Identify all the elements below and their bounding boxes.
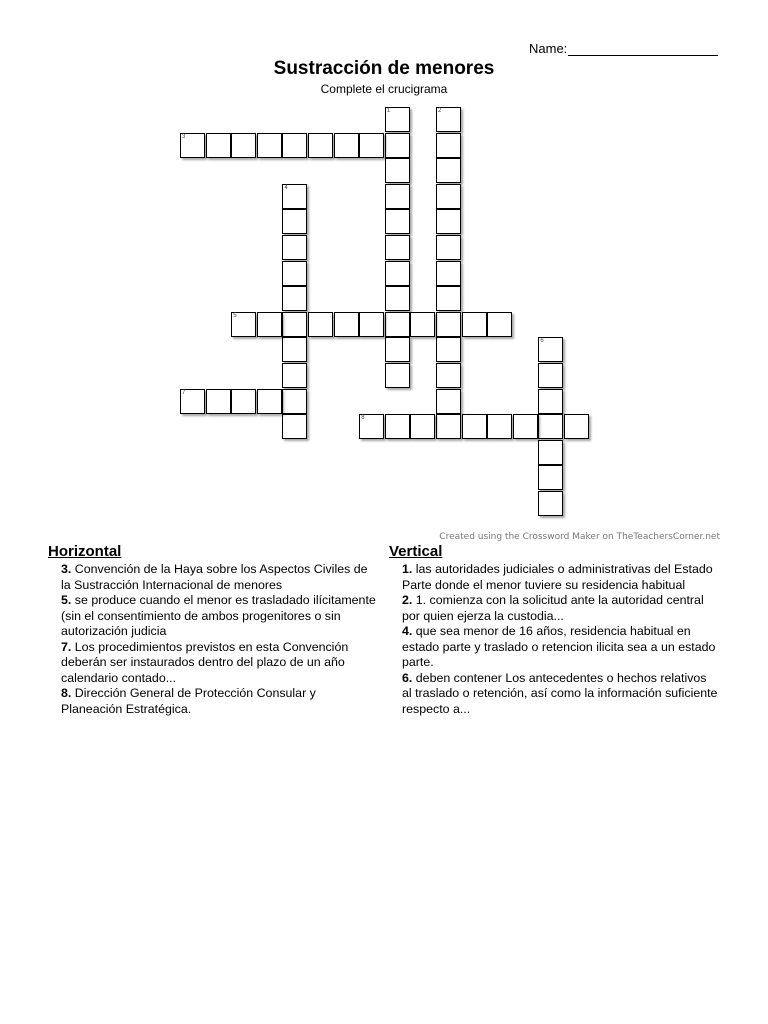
grid-cell[interactable] xyxy=(385,414,410,439)
grid-cell[interactable] xyxy=(385,158,410,183)
clue-text: Dirección General de Protección Consular y Planeación Estratégica. xyxy=(61,686,316,716)
grid-cell[interactable] xyxy=(538,491,563,516)
grid-cell[interactable] xyxy=(206,389,231,414)
grid-cell[interactable] xyxy=(436,107,461,132)
cell-number: 6 xyxy=(540,338,544,345)
grid-cell[interactable] xyxy=(436,312,461,337)
name-label: Name: xyxy=(529,41,568,56)
page-subtitle: Complete el crucigrama xyxy=(320,82,448,96)
clue-text: Convención de la Haya sobre los Aspectos Civiles de la Sustracción Internacional de menores xyxy=(61,562,368,592)
clue-text: 1. comienza con la solicitud ante la autoridad central por quien ejerza la custodia... xyxy=(402,593,704,623)
grid-cell[interactable] xyxy=(436,209,461,234)
grid-cell[interactable] xyxy=(436,286,461,311)
vertical-clues xyxy=(389,543,719,717)
grid-cell[interactable] xyxy=(385,184,410,209)
grid-cell[interactable] xyxy=(538,414,563,439)
grid-cell[interactable] xyxy=(206,133,231,158)
clue-number: 8. xyxy=(61,686,72,700)
clue-number: 4. xyxy=(402,624,413,638)
grid-cell[interactable] xyxy=(308,133,333,158)
grid-cell[interactable] xyxy=(436,363,461,388)
credit-text: Created using the Crossword Maker on TheTeachersCorner.net xyxy=(439,532,720,542)
grid-cell[interactable] xyxy=(538,465,563,490)
grid-cell[interactable] xyxy=(462,414,487,439)
grid-cell[interactable] xyxy=(231,312,256,337)
grid-cell[interactable] xyxy=(385,235,410,260)
clue-number: 5. xyxy=(61,593,72,607)
cell-number: 1 xyxy=(386,108,391,114)
grid-cell[interactable] xyxy=(436,184,461,209)
grid-cell[interactable] xyxy=(385,337,410,362)
grid-cell[interactable] xyxy=(257,389,282,414)
grid-cell[interactable] xyxy=(436,389,461,414)
clue-text: que sea menor de 16 años, residencia habitual en estado parte y traslado o retencion ilicita sea a un estado parte. xyxy=(402,624,716,669)
cell-number: 8 xyxy=(361,415,365,422)
grid-cell[interactable] xyxy=(231,389,256,414)
grid-cell[interactable] xyxy=(282,209,307,234)
grid-cell[interactable] xyxy=(359,312,384,337)
grid-cell[interactable] xyxy=(436,158,461,183)
cell-number: 5 xyxy=(233,312,237,319)
grid-cell[interactable] xyxy=(385,312,410,337)
grid-cell[interactable] xyxy=(385,286,410,311)
grid-cell[interactable] xyxy=(410,414,435,439)
grid-cell[interactable] xyxy=(436,235,461,260)
clue-item xyxy=(389,593,719,624)
clue-text: deben contener Los antecedentes o hechos relativos al traslado o retención, así como la información suficiente respecto a... xyxy=(402,670,718,716)
grid-cell[interactable] xyxy=(436,414,461,439)
clue-item xyxy=(48,640,378,687)
grid-cell[interactable] xyxy=(334,312,359,337)
cell-number: 7 xyxy=(182,389,186,396)
clue-text: las autoridades judiciales o administrativas del Estado Parte donde el menor tuviere su residencia habitual xyxy=(402,562,713,592)
grid-cell[interactable] xyxy=(462,312,487,337)
grid-cell[interactable] xyxy=(334,133,359,158)
grid-cell[interactable] xyxy=(359,133,384,158)
grid-cell[interactable] xyxy=(487,414,512,439)
grid-cell[interactable] xyxy=(257,133,282,158)
grid-cell[interactable] xyxy=(538,337,563,362)
grid-cell[interactable] xyxy=(385,107,410,132)
grid-cell[interactable] xyxy=(282,363,307,388)
clue-number: 2. xyxy=(402,593,413,607)
clue-item xyxy=(389,562,719,593)
clue-text: se produce cuando el menor es trasladado ilícitamente (sin el consentimiento de ambos progenitores o sin autorización judicia xyxy=(61,593,376,638)
grid-cell[interactable] xyxy=(385,133,410,158)
grid-cell[interactable] xyxy=(282,261,307,286)
clue-item xyxy=(389,624,719,671)
grid-cell[interactable] xyxy=(564,414,589,439)
clue-item xyxy=(48,686,378,717)
grid-cell[interactable] xyxy=(282,184,307,209)
clue-number: 7. xyxy=(61,639,72,654)
grid-cell[interactable] xyxy=(359,414,384,439)
clue-item xyxy=(48,562,378,593)
grid-cell[interactable] xyxy=(180,389,205,414)
grid-cell[interactable] xyxy=(436,261,461,286)
grid-cell[interactable] xyxy=(385,363,410,388)
horizontal-clues xyxy=(48,543,378,717)
grid-cell[interactable] xyxy=(282,312,307,337)
grid-cell[interactable] xyxy=(282,337,307,362)
grid-cell[interactable] xyxy=(282,133,307,158)
cell-number: 3 xyxy=(182,133,186,140)
grid-cell[interactable] xyxy=(487,312,512,337)
grid-cell[interactable] xyxy=(257,312,282,337)
grid-cell[interactable] xyxy=(282,235,307,260)
horizontal-heading: Horizontal xyxy=(48,543,122,560)
clue-number: 3. xyxy=(61,562,72,576)
cell-number: 2 xyxy=(438,108,442,114)
clue-item xyxy=(48,593,378,640)
grid-cell[interactable] xyxy=(308,312,333,337)
grid-cell[interactable] xyxy=(538,389,563,414)
grid-cell[interactable] xyxy=(538,440,563,465)
grid-cell[interactable] xyxy=(282,389,307,414)
grid-cell[interactable] xyxy=(538,363,563,388)
cell-number: 4 xyxy=(284,184,288,191)
grid-cell[interactable] xyxy=(513,414,538,439)
grid-cell[interactable] xyxy=(436,337,461,362)
clue-item xyxy=(389,671,719,718)
clue-text: Los procedimientos previstos en esta Convención deberán ser instaurados dentro del plazo de un año calendario contado... xyxy=(61,639,349,685)
grid-cell[interactable] xyxy=(410,312,435,337)
page-title: Sustracción de menores xyxy=(273,58,495,79)
clue-number: 6. xyxy=(402,670,413,685)
grid-cell[interactable] xyxy=(231,133,256,158)
vertical-heading: Vertical xyxy=(389,543,443,560)
clue-number: 1. xyxy=(402,562,413,576)
grid-cell[interactable] xyxy=(436,133,461,158)
grid-cell[interactable] xyxy=(180,133,205,158)
grid-cell[interactable] xyxy=(282,414,307,439)
grid-cell[interactable] xyxy=(385,209,410,234)
grid-cell[interactable] xyxy=(282,286,307,311)
grid-cell[interactable] xyxy=(385,261,410,286)
